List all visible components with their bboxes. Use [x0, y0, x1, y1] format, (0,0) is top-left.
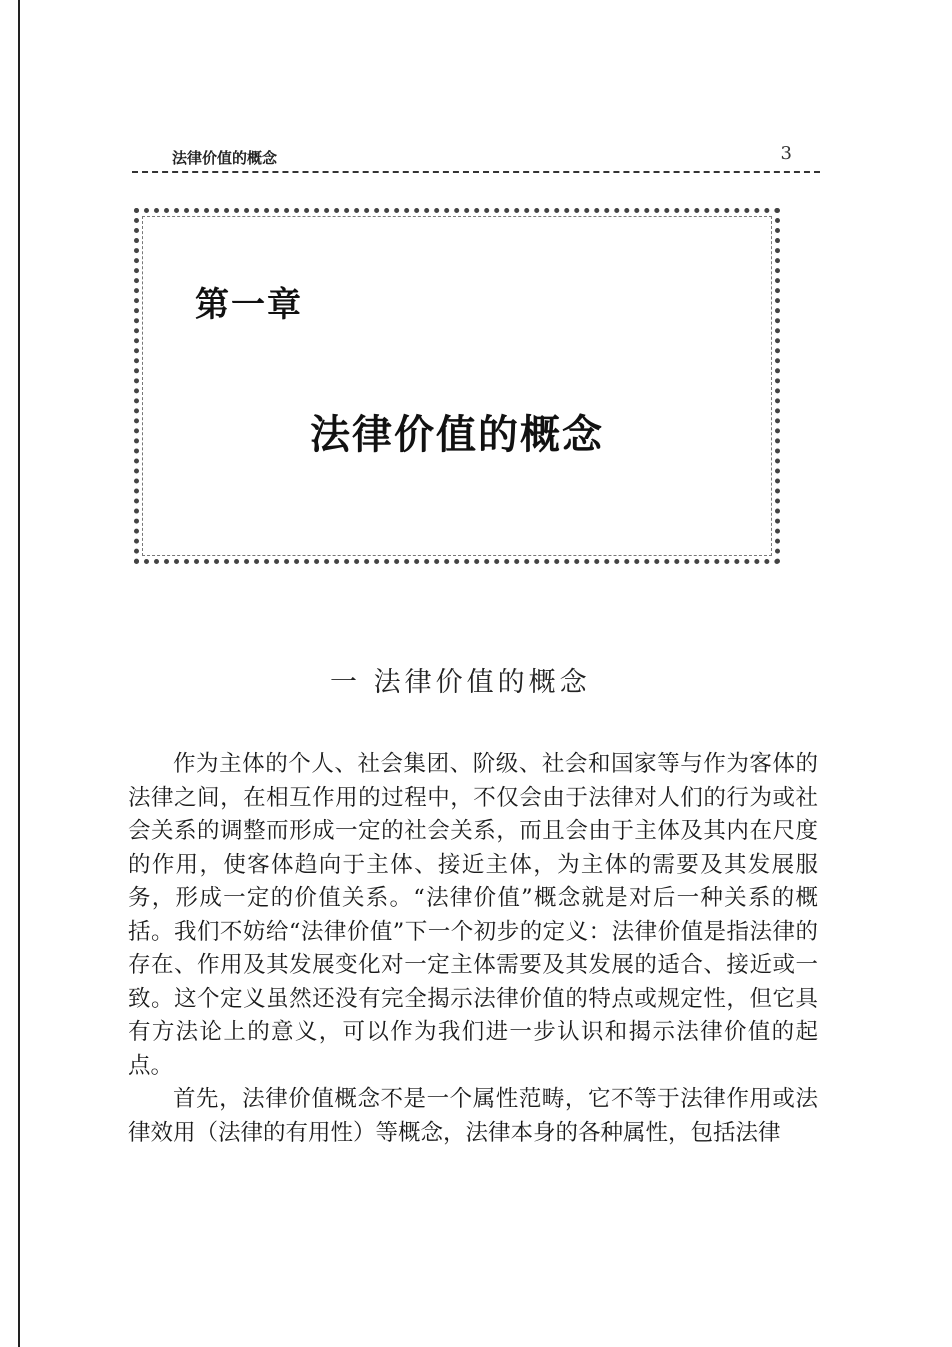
chapter-title: 法律价值的概念 — [310, 411, 604, 458]
paragraph: 首先，法律价值概念不是一个属性范畴，它不等于法律作用或法律效用（法律的有用性）等概念，法律本身的各种属性，包括法律 — [128, 1086, 818, 1146]
section-heading: 一 法律价值的概念 — [330, 667, 591, 698]
chapter-label: 第一章 — [195, 285, 303, 325]
chapter-title-frame — [134, 208, 780, 564]
body-text — [128, 748, 818, 1150]
paragraph: 作为主体的个人、社会集团、阶级、社会和国家等与作为客体的法律之间，在相互作用的过程中，不仅会由于法律对人们的行为或社会关系的调整而形成一定的社会关系，而且会由于主体及其内在尺度的作用，使客体趋向于主体、接近主体，为主体的需要及其发展服务，形成一定的价值关系。“法律价值”概念就是对后一种关系的概括。我们不妨给“法律价值”下一个初步的定义：法律价值是指法律的存在、作用及其发展变化对一定主体需要及其发展的适合、接近或一致。这个定义虽然还没有完全揭示法律价值的特点或规定性，但它具有方法论上的意义，可以作为我们进一步认识和揭示法律价值的起点。 — [128, 751, 818, 1079]
page-number: 3 — [780, 143, 792, 164]
running-title: 法律价值的概念 — [172, 149, 278, 167]
page-edge-rule — [18, 0, 20, 1347]
header-divider — [132, 171, 820, 173]
running-header — [132, 143, 822, 173]
